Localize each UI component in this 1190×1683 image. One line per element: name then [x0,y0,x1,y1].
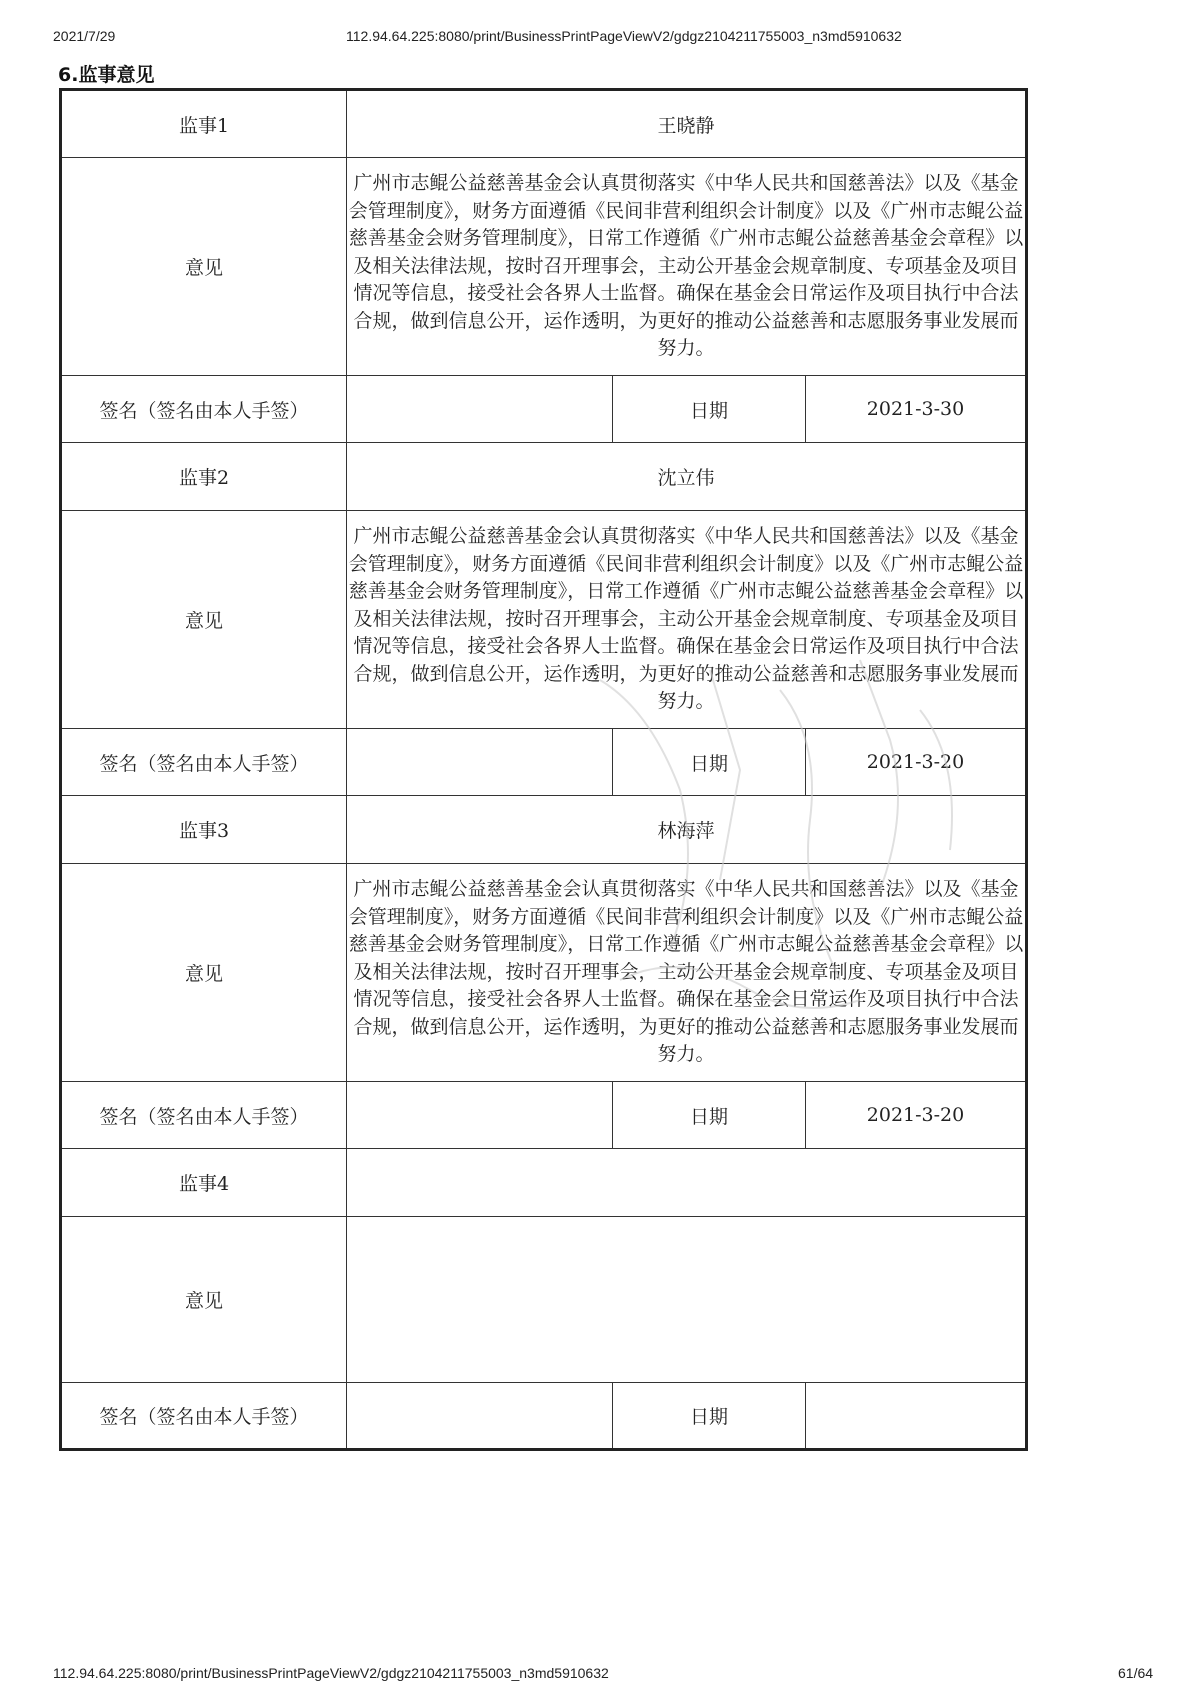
supervisor-4-label: 监事4 [61,1149,347,1217]
supervisor-1-name-row [61,90,1027,158]
supervisor-opinion-table [59,88,1028,1451]
supervisor-1-name: 王晓静 [347,90,1027,158]
supervisor-1-label: 监事1 [61,90,347,158]
supervisor-1-date-value: 2021-3-30 [806,376,1027,443]
supervisor-3-name-row [61,796,1027,864]
supervisor-1-date-label: 日期 [613,376,806,443]
supervisor-1-signature-label: 签名（签名由本人手签） [61,376,347,443]
supervisor-4-signature-field [347,1383,613,1450]
supervisor-1-opinion-label: 意见 [61,158,347,376]
supervisor-4-opinion-row [61,1217,1027,1383]
page-number: 61/64 [1118,1665,1154,1681]
supervisor-4-opinion-label: 意见 [61,1217,347,1383]
print-date: 2021/7/29 [53,28,116,44]
supervisor-2-name-row [61,443,1027,511]
supervisor-2-name: 沈立伟 [347,443,1027,511]
supervisor-2-opinion-row [61,511,1027,729]
supervisor-1-signature-row [61,376,1027,443]
supervisor-3-opinion-text: 广州市志鲲公益慈善基金会认真贯彻落实《中华人民共和国慈善法》以及《基金会管理制度》，财务方面遵循《民间非营利组织会计制度》以及《广州市志鲲公益慈善基金会财务管理制度》，日常工作遵循《广州市志鲲公益慈善基金会章程》以及相关法律法规，按时召开理事会，主动公开基金会规章制度、专项基金及项目情况等信息，接受社会各界人士监督。确保在基金会日常运作及项目执行中合法合规，做到信息公开，运作透明，为更好的推动公益慈善和志愿服务事业发展而努力。 [347,864,1027,1082]
supervisor-4-signature-label: 签名（签名由本人手签） [61,1383,347,1450]
supervisor-3-opinion-label: 意见 [61,864,347,1082]
supervisor-2-opinion-text: 广州市志鲲公益慈善基金会认真贯彻落实《中华人民共和国慈善法》以及《基金会管理制度》，财务方面遵循《民间非营利组织会计制度》以及《广州市志鲲公益慈善基金会财务管理制度》，日常工作遵循《广州市志鲲公益慈善基金会章程》以及相关法律法规，按时召开理事会，主动公开基金会规章制度、专项基金及项目情况等信息，接受社会各界人士监督。确保在基金会日常运作及项目执行中合法合规，做到信息公开，运作透明，为更好的推动公益慈善和志愿服务事业发展而努力。 [347,511,1027,729]
supervisor-3-label: 监事3 [61,796,347,864]
supervisor-4-date-label: 日期 [613,1383,806,1450]
supervisor-2-signature-field [347,729,613,796]
supervisor-4-date-value [806,1383,1027,1450]
supervisor-3-signature-field [347,1082,613,1149]
supervisor-3-opinion-row [61,864,1027,1082]
print-url-footer: 112.94.64.225:8080/print/BusinessPrintPageViewV2/gdgz2104211755003_n3md5910632 [53,1665,609,1681]
supervisor-3-name: 林海萍 [347,796,1027,864]
supervisor-2-date-value: 2021-3-20 [806,729,1027,796]
supervisor-1-opinion-row [61,158,1027,376]
supervisor-2-label: 监事2 [61,443,347,511]
supervisor-2-date-label: 日期 [613,729,806,796]
supervisor-4-signature-row [61,1383,1027,1450]
supervisor-4-opinion-text [347,1217,1027,1383]
supervisor-3-signature-row [61,1082,1027,1149]
print-url-header: 112.94.64.225:8080/print/BusinessPrintPageViewV2/gdgz2104211755003_n3md5910632 [346,28,902,44]
section-title: 6.监事意见 [58,64,155,86]
supervisor-2-signature-row [61,729,1027,796]
supervisor-1-opinion-text: 广州市志鲲公益慈善基金会认真贯彻落实《中华人民共和国慈善法》以及《基金会管理制度》，财务方面遵循《民间非营利组织会计制度》以及《广州市志鲲公益慈善基金会财务管理制度》，日常工作遵循《广州市志鲲公益慈善基金会章程》以及相关法律法规，按时召开理事会，主动公开基金会规章制度、专项基金及项目情况等信息，接受社会各界人士监督。确保在基金会日常运作及项目执行中合法合规，做到信息公开，运作透明，为更好的推动公益慈善和志愿服务事业发展而努力。 [347,158,1027,376]
supervisor-3-date-value: 2021-3-20 [806,1082,1027,1149]
supervisor-1-signature-field [347,376,613,443]
supervisor-2-signature-label: 签名（签名由本人手签） [61,729,347,796]
supervisor-4-name [347,1149,1027,1217]
supervisor-3-signature-label: 签名（签名由本人手签） [61,1082,347,1149]
supervisor-2-opinion-label: 意见 [61,511,347,729]
supervisor-3-date-label: 日期 [613,1082,806,1149]
supervisor-4-name-row [61,1149,1027,1217]
